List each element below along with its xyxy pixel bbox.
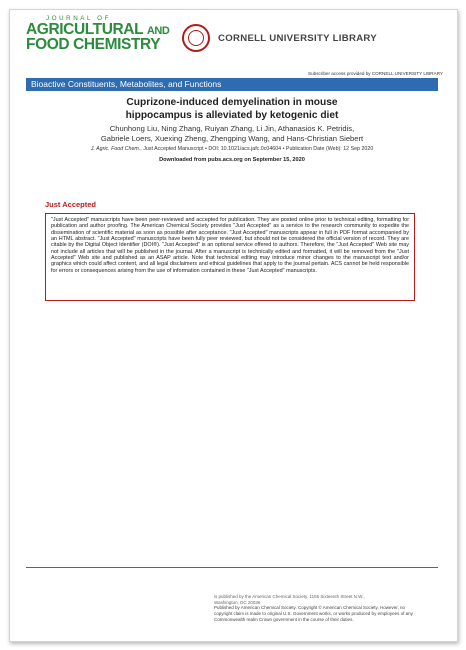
authors-line1: Chunhong Liu, Ning Zhang, Ruiyan Zhang, Li Jin, Athanasios K. Petridis, [109,124,355,133]
section-bar: Bioactive Constituents, Metabolites, and Functions [26,78,438,91]
journal-title-line2: FOOD CHEMISTRY [26,36,161,53]
subscriber-access-note: Subscriber access provided by CORNELL UNIVERSITY LIBRARY [308,71,443,76]
authors-line2: Gabriele Loers, Xuexing Zheng, Zhengping Wang, and Hans-Christian Siebert [100,134,364,143]
just-accepted-notice: "Just Accepted" manuscripts have been peer-reviewed and accepted for publication. They are posted online prior to technical editing, formatting for publication and author proofing. The American Chemical Society provides "Just Accepted" as a service to the research community to expedite the dissemination of scientific material as soon as possible after acceptance. "Just Accepted" manuscripts appear in full in PDF format accompanied by an HTML abstract. "Just Accepted" manuscripts have been fully peer reviewed, but should not be considered the official version of record. They are citable by the Digital Object Identifier (DOI®). "Just Accepted" is an optional service offered to authors. Therefore, the "Just Accepted" Web site may not include all articles that will be published in the journal. After a manuscript is technically edited and formatted, it will be removed from the "Just Accepted" Web site and published as an ASAP article. Note that technical editing may introduce minor changes to the manuscript text and/or graphics which could affect content, and all legal disclaimers and ethical guidelines that apply to the journal pertain. ACS cannot be held responsible for errors or consequences arising from the use of information contained in these "Just Accepted" manuscripts. [45,213,415,301]
citation-journal: J. Agric. Food Chem. [90,146,141,152]
footer-divider [26,567,438,568]
library-name: CORNELL UNIVERSITY LIBRARY [218,32,378,44]
cornell-seal-icon [182,24,210,52]
footer-line2: Washington, DC 20036 [214,599,261,605]
publisher-footer [214,594,414,623]
cornell-library-logo [182,24,377,52]
footer-line1: is published by the American Chemical Society. 1155 Sixteenth Street N.W., [214,594,365,599]
journal-overline: JOURNAL OF [46,15,111,22]
download-note: Downloaded from pubs.acs.org on September 15, 2020 [159,157,305,163]
just-accepted-heading: Just Accepted [45,200,96,209]
journal-title-agricultural: AGRICULTURAL [26,21,143,38]
citation-details: , Just Accepted Manuscript • DOI: 10.1021/acs.jafc.0c04604 • Publication Date (Web): 12 Sep 2020 [140,146,374,152]
article-authors [26,124,438,144]
article-title [26,96,438,122]
article-title-line1: Cuprizone-induced demyelination in mouse [126,97,338,108]
journal-title-and: AND [146,25,170,37]
pdf-page [9,9,458,642]
journal-logo [26,15,186,52]
article-title-line2: hippocampus is alleviated by ketogenic diet [125,110,339,121]
article-citation [26,146,438,152]
footer-line3: Published by American Chemical Society. Copyright © American Chemical Society. However, no copyright claim is made to original U.S. Government works, or works produced by employees of any Commonwealth realm Crown government in the course of their duties. [214,605,413,622]
